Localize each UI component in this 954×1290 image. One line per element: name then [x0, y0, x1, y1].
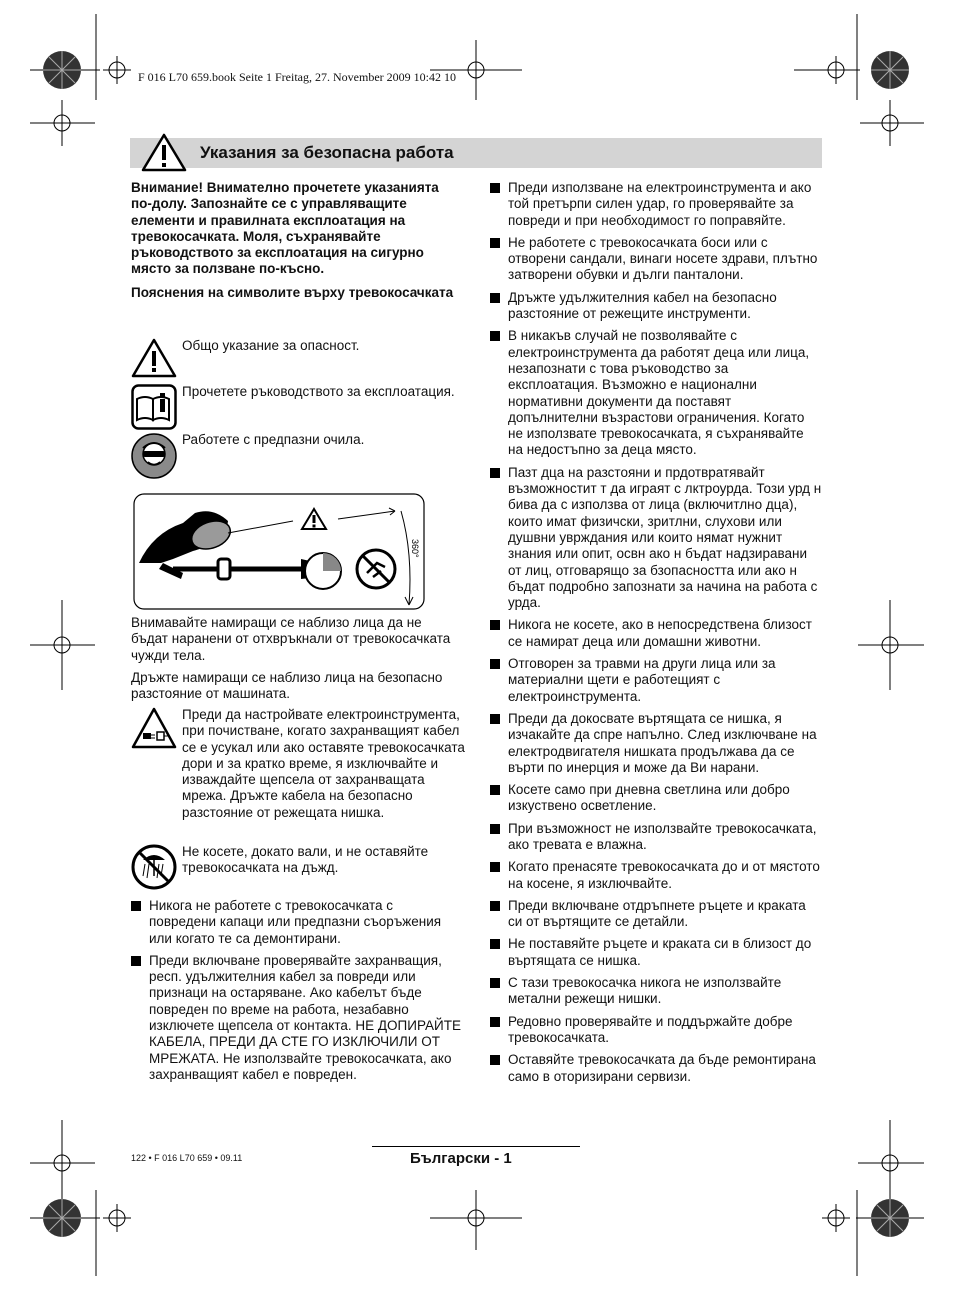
list-item: Преди да докосвате въртящата се нишка, я изчакайте да спре напълно. След изключване на електродвигателя нишката продължава да се върти по инерция и може да Ви нарани. — [490, 711, 822, 776]
list-item: Дръжте удължителния кабел на безопасно разстояние от режещите инструменти. — [490, 290, 822, 323]
list-item: Косете само при дневна светлина или добро изкуствено осветление. — [490, 782, 822, 815]
symbol-row-goggles — [131, 432, 466, 480]
safety-goggles-icon — [131, 432, 179, 480]
no-rain-icon — [131, 844, 177, 890]
figure-caption-2: Дръжте намиращи се наблизо лица на безопасно разстояние от машината. — [131, 669, 443, 702]
footer-code: 122 • F 016 L70 659 • 09.11 — [131, 1153, 243, 1163]
list-item: Никога не работете с тревокосачката с повредени капаци или предпазни съоръжения или когато те са демонтирани. — [131, 898, 463, 947]
list-item: С тази тревокосачка никога не използвайте метални режещи нишки. — [490, 975, 822, 1008]
list-item: Не работете с тревокосачката боси или с отворени сандали, винаги носете здрави, плътно затворени обувки и дълги панталони. — [490, 235, 822, 284]
symbol-row-unplug — [131, 707, 466, 847]
symbol-text-danger: Общо указание за опасност. — [182, 338, 360, 353]
intro-warning: Внимание! Внимателно прочетете указанията по-долу. Запознайте се с управляващите елементи и правилната експлоатация на тревокосачката. Моля, съхранявайте ръководството за експлоатация на сигурно място за ползване по-късно. — [131, 180, 439, 277]
list-item: В никакъв случай не позволявайте с електроинструмента да работят деца или лица, незапознати с това ръководство за експлоатация. Възможно е национални нормативни документи да поставят допълнителни възрастови ограничения. Когато не използвате тревокосачката, я съхранявайте на недостъпно за деца място. — [490, 328, 822, 458]
symbol-text-goggles: Работете с предпазни очила. — [182, 432, 365, 447]
figure-safety-distance — [133, 493, 425, 610]
right-bullet-list — [490, 180, 822, 1085]
print-header: F 016 L70 659.book Seite 1 Freitag, 27. November 2009 10:42 10 — [138, 70, 456, 84]
warning-triangle-icon — [131, 338, 177, 378]
footer-page-number: Български - 1 — [410, 1150, 512, 1167]
list-item: Отговорен за травми на други лица или за материални щети е работещият с електроинструмента. — [490, 656, 822, 705]
list-item: Преди включване отдръпнете ръцете и краката си от въртящите се детайли. — [490, 898, 822, 931]
figure-caption-1: Внимавайте намиращи се наблизо лица да не бъдат наранени от отхвръкнали от тревокосачката чужди тела. — [131, 615, 451, 663]
figure-label-360: 360° — [410, 539, 420, 558]
manual-read-icon — [131, 384, 177, 430]
section-title-bar — [130, 138, 822, 168]
list-item: Преди включване проверявайте захранващия, респ. удължителния кабел за повреди или признаци на остаряване. Ако кабелът бъде повреден по време на работа, незабавно изключете щепсела от контакта. НЕ ДОПИРАЙТЕ КАБЕЛА, ПРЕДИ ДА СТЕ ГО ИЗКЛЮЧИЛИ ОТ МРЕЖАТА. Не използвайте тревокосачката, ако захранващият кабел е повреден. — [131, 953, 463, 1083]
list-item: Преди използване на електроинструмента и ако той претърпи силен удар, го проверявайте за повреди и при необходимост го поправяйте. — [490, 180, 822, 229]
unplug-warning-icon — [131, 707, 177, 749]
warning-triangle-icon — [140, 132, 188, 172]
symbol-row-manual — [131, 384, 466, 430]
symbol-row-rain — [131, 844, 466, 890]
footer-rule — [372, 1146, 580, 1147]
rain-text: Не косете, докато вали, и не оставяйте тревокосачката на дъжд. — [182, 844, 429, 876]
list-item: Не поставяйте ръцете и краката си в близост до въртящата се нишка. — [490, 936, 822, 969]
list-item: Оставяйте тревокосачката да бъде ремонтирана само в оторизирани сервизи. — [490, 1052, 822, 1085]
list-item: Редовно проверявайте и поддържайте добре тревокосачката. — [490, 1014, 822, 1047]
symbol-text-manual: Прочетете ръководството за експлоатация. — [182, 384, 455, 399]
list-item: Никога не косете, ако в непосредствена близост се намират деца или домашни животни. — [490, 617, 822, 650]
left-bullet-list — [131, 898, 463, 1083]
page-title: Указания за безопасна работа — [200, 143, 454, 162]
unplug-text: Преди да настройвате електроинструмента, при почистване, когато захранващият кабел се е усукал или ако оставяте тревокосачката дори и за кратко време, я изключвайте и изваждайте щепсела от захранващата мрежа. Дръжте кабела на безопасно разстояние от режещата нишка. — [182, 707, 465, 820]
list-item: Пазт дца на разстояни и прдотвратявайт възможностит т да играят с лктроурда. Този урд н бива да с използва от лица (включитлно дца), които имат физичски, зритлни, слухови или душвни уврждания или които нямат нужнит знания или опит, освн ако н бъдат надзиравани от лиц, отговарящо за бзопасността или ако н бъдат подробно запознати за начина на работа с урда. — [490, 465, 822, 612]
symbols-heading: Пояснения на символите върху тревокосачката — [131, 284, 454, 300]
list-item: Когато пренасяте тревокосачката до и от мястото на косене, я изключвайте. — [490, 859, 822, 892]
list-item: При възможност не използвайте тревокосачката, ако тревата е влажна. — [490, 821, 822, 854]
symbol-row-danger — [131, 338, 466, 378]
